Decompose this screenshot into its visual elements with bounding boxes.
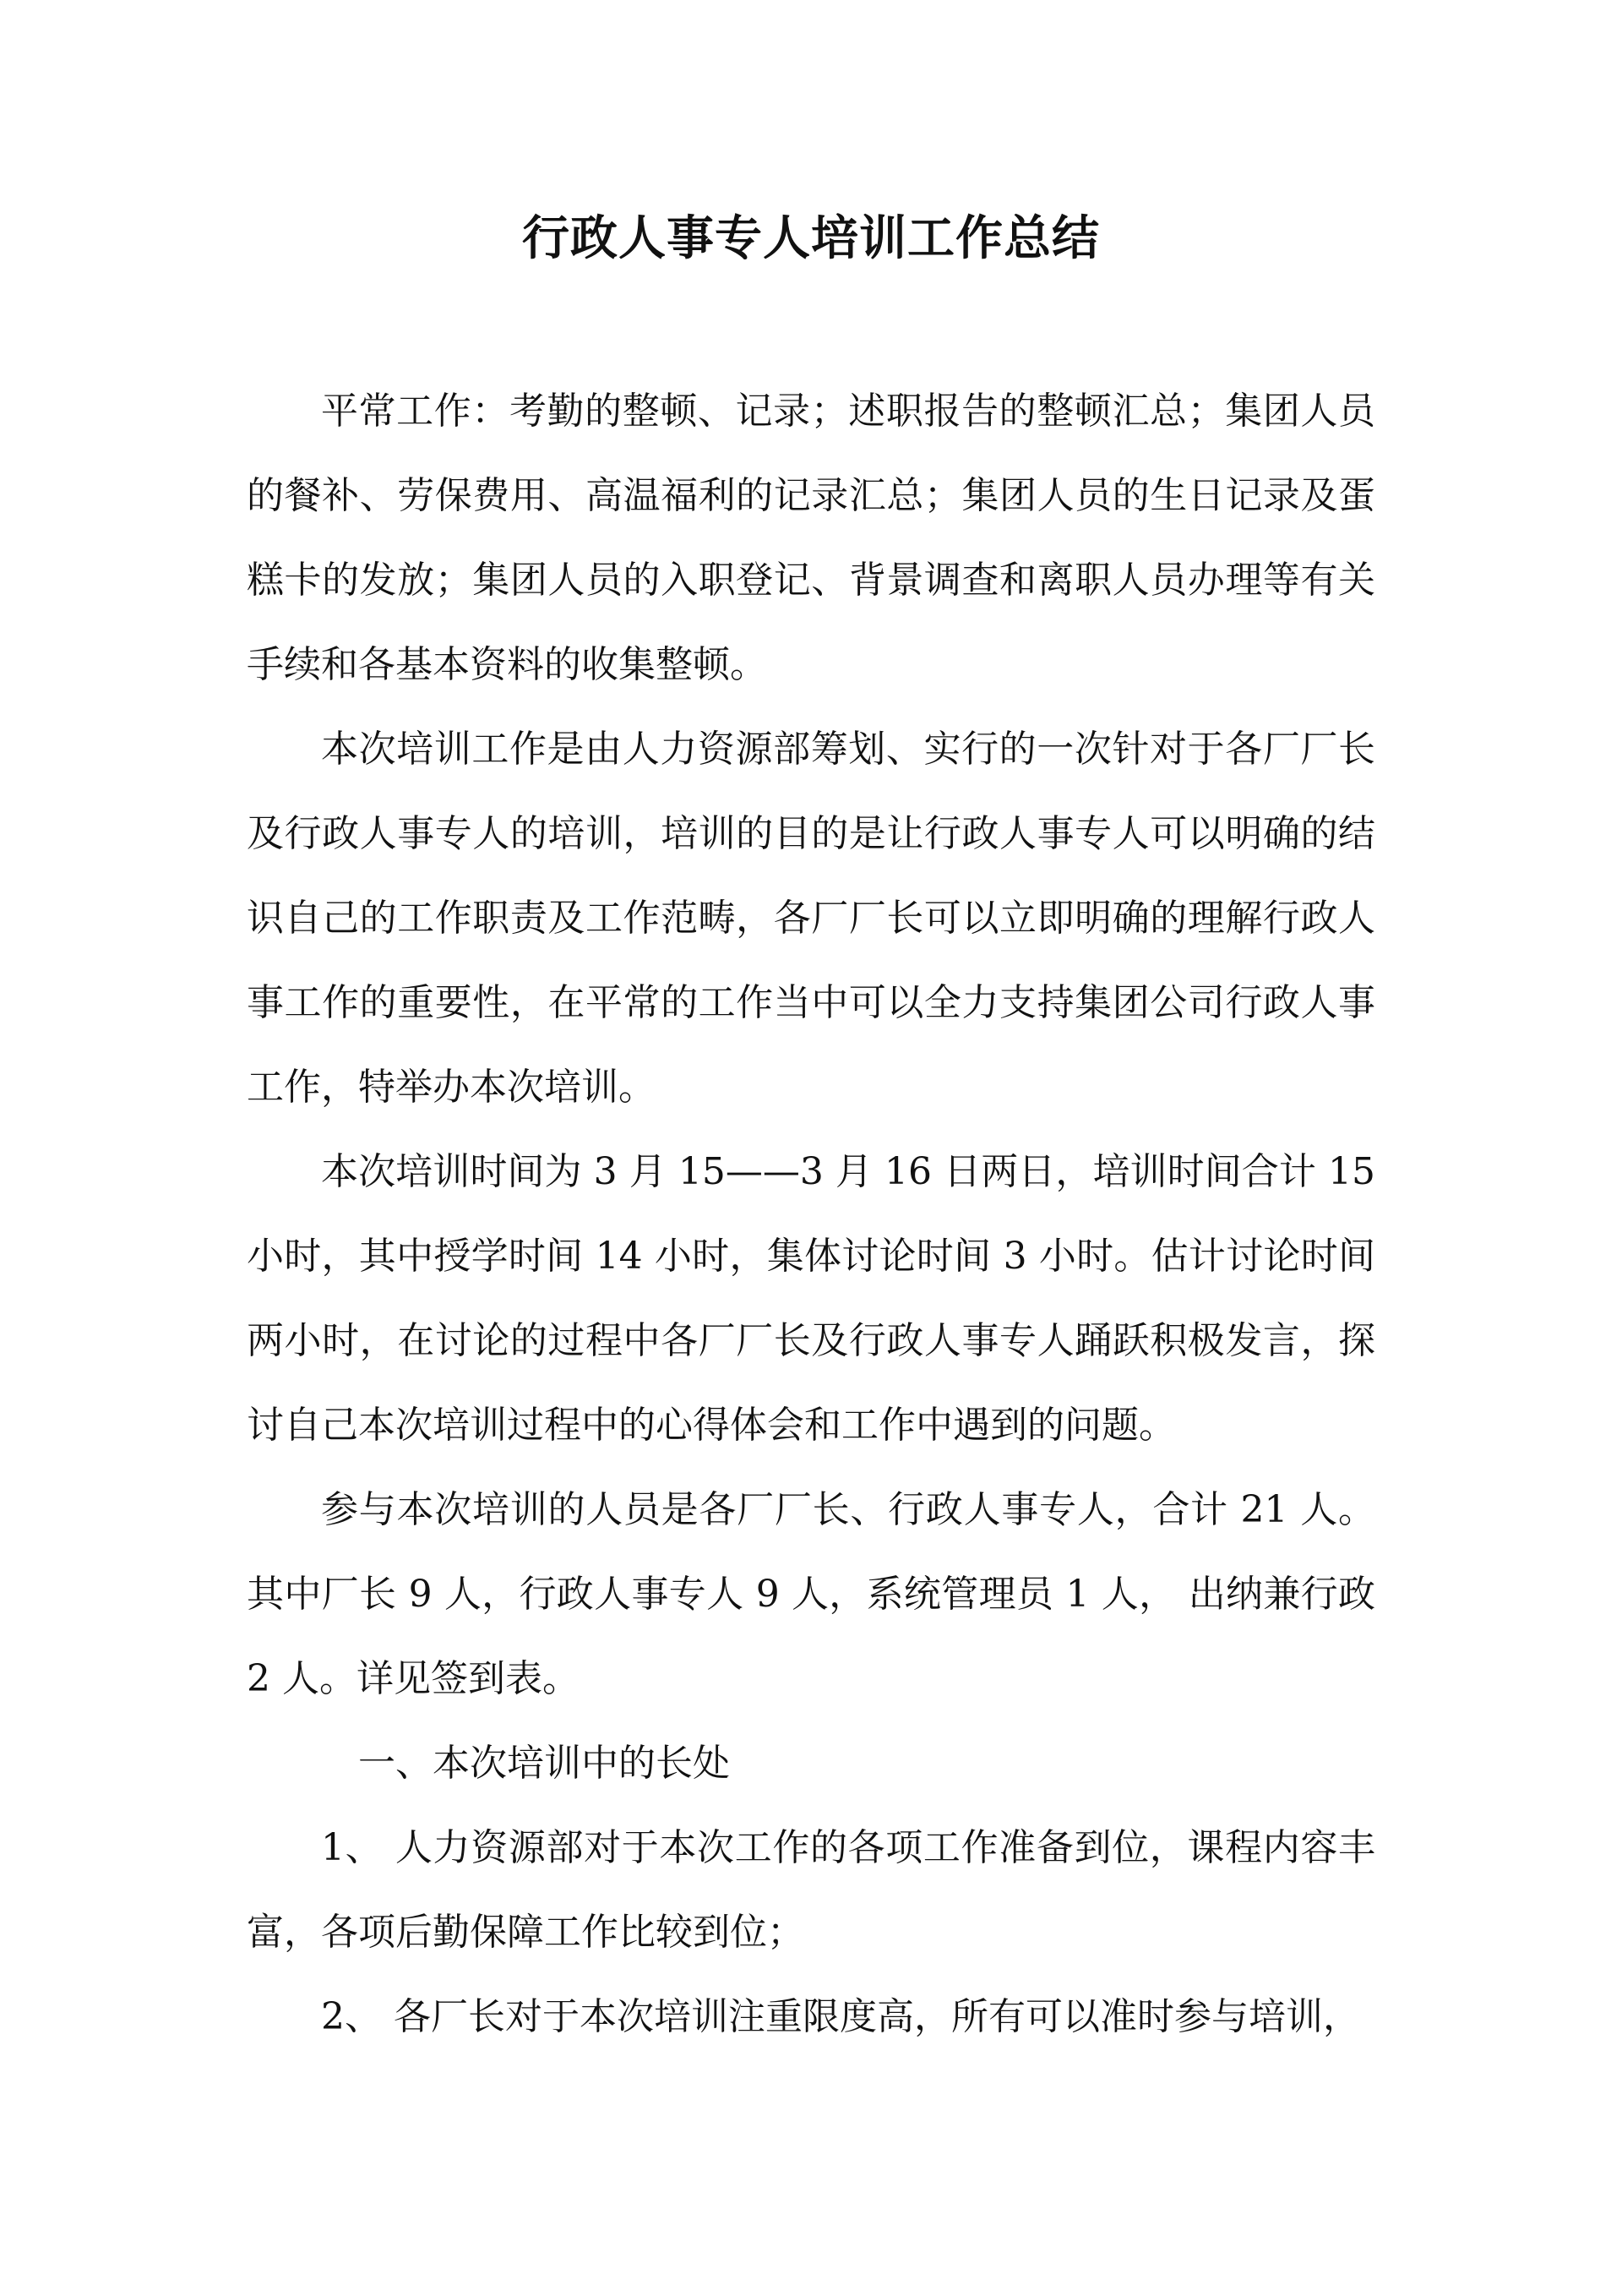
paragraph-participants: 参与本次培训的人员是各厂厂长、行政人事专人，合计 21 人。其中厂长 9 人，行政人事专人 9 人，系统管理员 1 人， 出纳兼行政 2 人。详见签到表。 xyxy=(247,1488,1375,1700)
section-heading: 一、本次培训中的长处 xyxy=(358,1742,730,1785)
document-title: 行政人事专人培训工作总结 xyxy=(522,210,1100,266)
paragraph-daily-work: 平常工作：考勤的整顿、记录；述职报告的整顿汇总；集团人员的餐补、劳保费用、高温福利的记录汇总；集团人员的生日记录及蛋糕卡的发放；集团人员的入职登记、背景调查和离职人员办理等有关手续和各基本资料的收集整顿。 xyxy=(247,390,1375,686)
paragraph-training-purpose: 本次培训工作是由人力资源部筹划、实行的一次针对于各厂厂长及行政人事专人的培训，培训的目的是让行政人事专人可以明确的结识自己的工作职责及工作范畴，各厂厂长可以立即明确的理解行政人事工作的重要性，在平常的工作当中可以全力支持集团公司行政人事工作，特举办本次培训。 xyxy=(247,728,1375,1109)
paragraph-training-time: 本次培训时间为 3 月 15——3 月 16 日两日，培训时间合计 15 小时，其中授学时间 14 小时，集体讨论时间 3 小时。估计讨论时间两小时，在讨论的过程中各厂厂长及行政人事专人踊跃积极发言，探讨自己本次培训过程中的心得体会和工作中遇到的问题。 xyxy=(247,1150,1375,1447)
list-item: 1、 人力资源部对于本次工作的各项工作准备到位，课程内容丰富，各项后勤保障工作比较到位； xyxy=(247,1826,1375,1954)
document-body xyxy=(247,369,1375,2059)
list-item: 2、 各厂长对于本次培训注重限度高，所有可以准时参与培训， xyxy=(321,1995,1360,2038)
